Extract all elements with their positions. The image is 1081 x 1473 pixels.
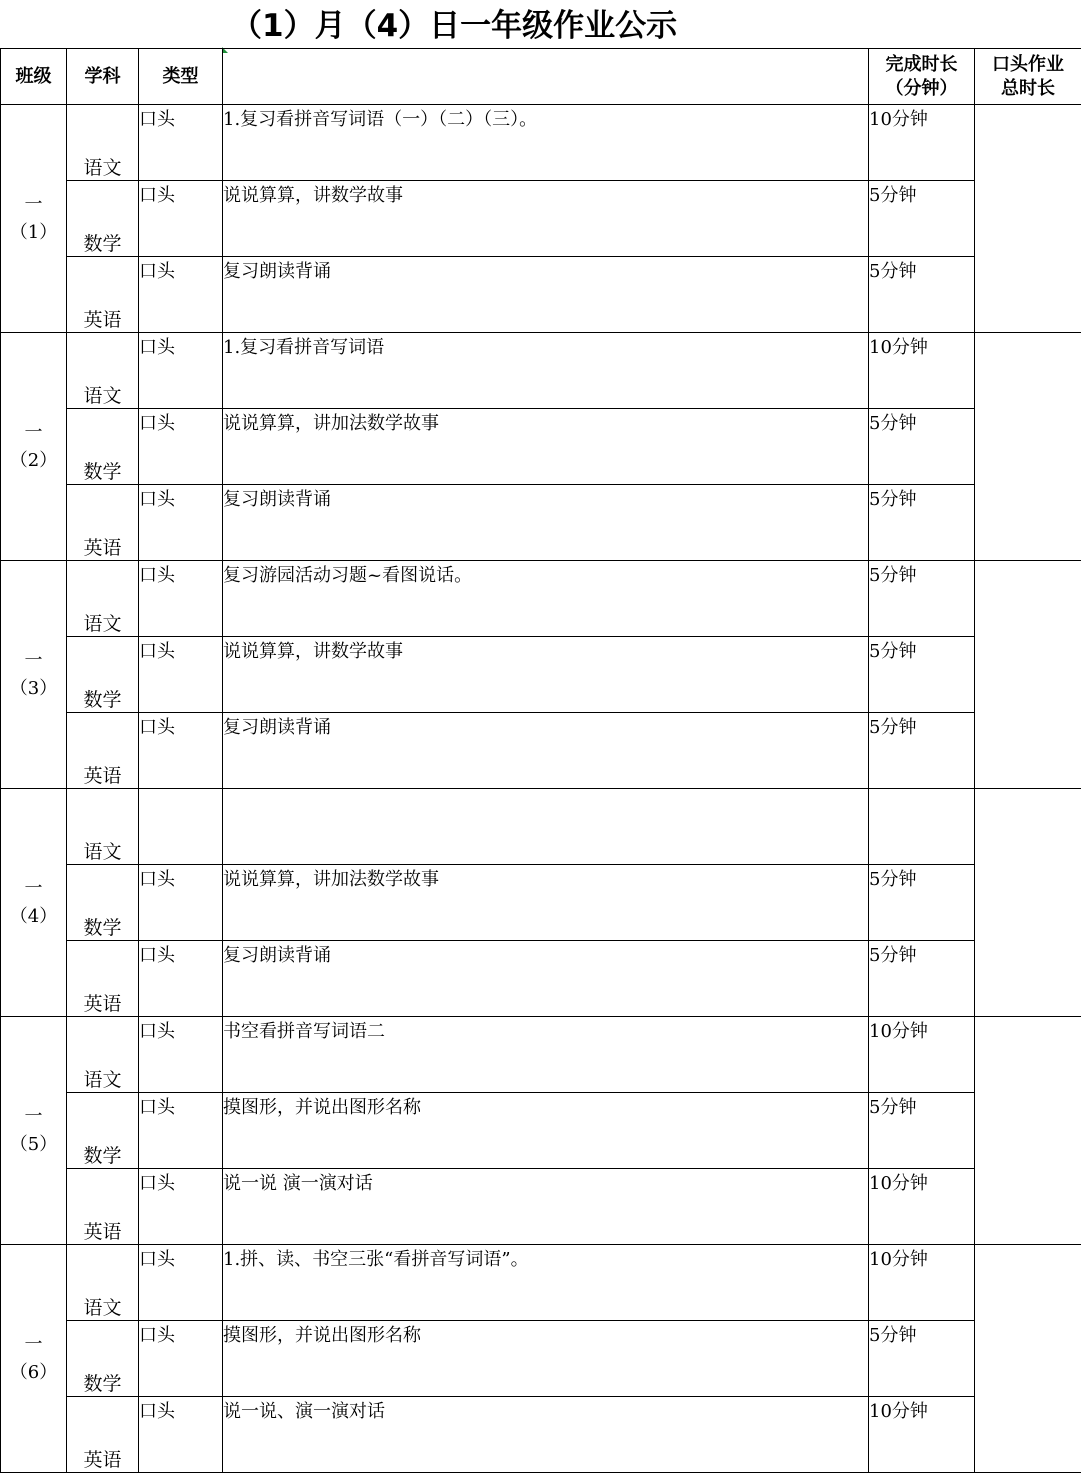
content-cell: 说说算算，讲加法数学故事: [223, 865, 869, 941]
class-grade: 一: [24, 421, 43, 443]
class-name-cell: [1, 105, 67, 333]
type-cell: 口头: [139, 105, 223, 181]
type-cell: 口头: [139, 1321, 223, 1397]
type-cell: 口头: [139, 637, 223, 713]
header-row: [1, 49, 1081, 105]
content-cell: 1.复习看拼音写词语: [223, 333, 869, 409]
subject-cell: 英语: [67, 713, 139, 789]
duration-cell: 5分钟: [869, 485, 975, 561]
duration-cell: 10分钟: [869, 1397, 975, 1473]
type-cell: 口头: [139, 1169, 223, 1245]
subject-cell: 语文: [67, 1017, 139, 1093]
type-cell: 口头: [139, 409, 223, 485]
table-row: [1, 713, 1081, 789]
type-cell: 口头: [139, 1017, 223, 1093]
class-name-cell: [1, 1245, 67, 1473]
subject-cell: 数学: [67, 637, 139, 713]
subject-cell: 英语: [67, 1169, 139, 1245]
class-number: （6）: [9, 1361, 58, 1383]
content-cell: 说说算算，讲数学故事: [223, 637, 869, 713]
table-row: [1, 1017, 1081, 1093]
header-total: [975, 49, 1081, 105]
table-body: [1, 105, 1081, 1473]
duration-cell: 10分钟: [869, 1245, 975, 1321]
homework-table: [0, 48, 1081, 1473]
class-grade: 一: [24, 1105, 43, 1127]
duration-cell: 5分钟: [869, 181, 975, 257]
class-number: （2）: [9, 449, 58, 471]
duration-cell: 5分钟: [869, 409, 975, 485]
class-name-cell: [1, 333, 67, 561]
table-row: [1, 941, 1081, 1017]
table-row: [1, 409, 1081, 485]
type-cell: 口头: [139, 333, 223, 409]
class-number: （5）: [9, 1133, 58, 1155]
class-number: （3）: [9, 677, 58, 699]
table-row: [1, 1093, 1081, 1169]
type-cell: 口头: [139, 1397, 223, 1473]
duration-cell: 10分钟: [869, 333, 975, 409]
total-duration-cell: [975, 1017, 1081, 1245]
subject-cell: 数学: [67, 865, 139, 941]
content-cell: 复习朗读背诵: [223, 713, 869, 789]
header-duration-line1: 完成时长: [885, 53, 958, 75]
type-cell: [139, 789, 223, 865]
subject-cell: 语文: [67, 1245, 139, 1321]
content-cell: 1.复习看拼音写词语（一）（二）（三）。: [223, 105, 869, 181]
duration-cell: 5分钟: [869, 257, 975, 333]
total-duration-cell: [975, 105, 1081, 333]
content-cell: 说一说 演一演对话: [223, 1169, 869, 1245]
content-cell: 说说算算，讲加法数学故事: [223, 409, 869, 485]
table-row: [1, 1169, 1081, 1245]
duration-cell: 5分钟: [869, 941, 975, 1017]
total-duration-cell: [975, 561, 1081, 789]
content-cell: 书空看拼音写词语二: [223, 1017, 869, 1093]
type-cell: 口头: [139, 1093, 223, 1169]
subject-cell: 英语: [67, 1397, 139, 1473]
class-grade: 一: [24, 877, 43, 899]
content-cell: 1.拼、读、书空三张“看拼音写词语”。: [223, 1245, 869, 1321]
type-cell: 口头: [139, 865, 223, 941]
total-duration-cell: [975, 789, 1081, 1017]
type-cell: 口头: [139, 181, 223, 257]
subject-cell: 语文: [67, 561, 139, 637]
duration-cell: 5分钟: [869, 637, 975, 713]
duration-cell: 10分钟: [869, 1169, 975, 1245]
header-duration: [869, 49, 975, 105]
header-subject: 学科: [67, 49, 139, 105]
class-name-cell: [1, 789, 67, 1017]
duration-cell: [869, 789, 975, 865]
header-total-line1: 口头作业: [992, 53, 1064, 75]
type-cell: 口头: [139, 941, 223, 1017]
class-number: （1）: [9, 221, 58, 243]
subject-cell: 英语: [67, 485, 139, 561]
duration-cell: 5分钟: [869, 865, 975, 941]
duration-cell: 10分钟: [869, 1017, 975, 1093]
content-cell: [223, 789, 869, 865]
duration-cell: 5分钟: [869, 713, 975, 789]
type-cell: 口头: [139, 713, 223, 789]
subject-cell: 语文: [67, 789, 139, 865]
class-name-cell: [1, 561, 67, 789]
subject-cell: 语文: [67, 105, 139, 181]
table-row: [1, 257, 1081, 333]
header-duration-line2: （分钟）: [885, 77, 958, 99]
content-cell: 摸图形，并说出图形名称: [223, 1321, 869, 1397]
table-row: [1, 105, 1081, 181]
subject-cell: 英语: [67, 257, 139, 333]
subject-cell: 数学: [67, 181, 139, 257]
subject-cell: 英语: [67, 941, 139, 1017]
subject-cell: 数学: [67, 409, 139, 485]
duration-cell: 10分钟: [869, 105, 975, 181]
table-row: [1, 637, 1081, 713]
duration-cell: 5分钟: [869, 1321, 975, 1397]
class-name-cell: [1, 1017, 67, 1245]
table-row: [1, 1397, 1081, 1473]
table-row: [1, 789, 1081, 865]
table-row: [1, 181, 1081, 257]
content-cell: 摸图形，并说出图形名称: [223, 1093, 869, 1169]
class-grade: 一: [24, 649, 43, 671]
content-cell: 说说算算，讲数学故事: [223, 181, 869, 257]
table-row: [1, 865, 1081, 941]
subject-cell: 语文: [67, 333, 139, 409]
header-content: [223, 49, 869, 105]
content-cell: 说一说、演一演对话: [223, 1397, 869, 1473]
table-row: [1, 561, 1081, 637]
header-type: 类型: [139, 49, 223, 105]
table-row: [1, 1321, 1081, 1397]
subject-cell: 数学: [67, 1321, 139, 1397]
content-cell: 复习游园活动习题~看图说话。: [223, 561, 869, 637]
content-cell: 复习朗读背诵: [223, 257, 869, 333]
page-title: （1）月（4）日一年级作业公示: [231, 8, 678, 44]
content-cell: 复习朗读背诵: [223, 485, 869, 561]
table-row: [1, 1245, 1081, 1321]
class-number: （4）: [9, 905, 58, 927]
header-class: 班级: [1, 49, 67, 105]
duration-cell: 5分钟: [869, 561, 975, 637]
total-duration-cell: [975, 333, 1081, 561]
table-row: [1, 333, 1081, 409]
type-cell: 口头: [139, 257, 223, 333]
type-cell: 口头: [139, 1245, 223, 1321]
class-grade: 一: [24, 1333, 43, 1355]
table-row: [1, 485, 1081, 561]
type-cell: 口头: [139, 561, 223, 637]
duration-cell: 5分钟: [869, 1093, 975, 1169]
subject-cell: 数学: [67, 1093, 139, 1169]
type-cell: 口头: [139, 485, 223, 561]
header-total-line2: 总时长: [1001, 77, 1055, 99]
total-duration-cell: [975, 1245, 1081, 1473]
content-cell: 复习朗读背诵: [223, 941, 869, 1017]
class-grade: 一: [24, 193, 43, 215]
